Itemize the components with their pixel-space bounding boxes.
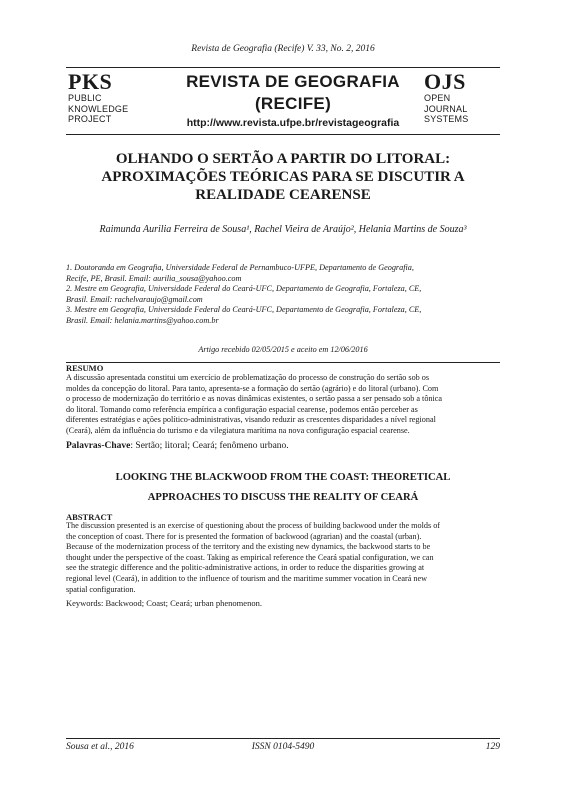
received-date: Artigo recebido 02/05/2015 e aceito em 12/06/2016 — [198, 345, 368, 354]
header-rule-bottom — [66, 134, 500, 135]
pks-line: KNOWLEDGE — [68, 103, 129, 114]
journal-masthead — [160, 71, 426, 129]
affiliation-line: Recife, PE, Brasil. Email: aurilia_sousa@yahoo.com — [66, 273, 242, 283]
resumo-line: o processo de modernização do território e as novas dinâmicas existentes, o sertão passa a ser pensado sob a tônica — [66, 394, 443, 404]
journal-name: REVISTA DE GEOGRAFIA — [186, 72, 400, 91]
journal-name-city: (RECIFE) — [254, 94, 332, 113]
abstract-heading: ABSTRACT — [66, 512, 113, 522]
resumo-line: (Ceará), além da influência do turismo e da vilegiatura marítima na nova configuração espacial cearense. — [66, 425, 410, 435]
affiliation-line: 3. Mestre em Geografia, Universidade Federal do Ceará-UFC, Departamento de Geografia, Fortaleza, CE, — [66, 305, 422, 315]
footer-citation: Sousa et al., 2016 — [66, 742, 134, 752]
ojs-abbreviation: OJS — [424, 69, 466, 94]
abstract-line: Because of the modernization process of the territory and the existing new dynamics, the backwood starts to be — [66, 542, 431, 552]
palavras-chave — [66, 441, 500, 451]
title-line: OLHANDO O SERTÃO A PARTIR DO LITORAL: — [115, 151, 451, 167]
page-number: 129 — [485, 742, 500, 752]
keywords — [66, 598, 500, 608]
resumo-line: moldes da concepção do litoral. Para tanto, apresenta-se a formação do sertão (agrário) e do litoral (urbano). Com — [66, 383, 439, 393]
keywords-values: : Backwood; Coast; Ceará; urban phenomenon. — [100, 598, 262, 608]
section-divider — [66, 362, 500, 363]
resumo-line: do litoral. Tomando como referência empírica a configuração espacial cearense, podemos então perceber as — [66, 404, 418, 414]
english-title-line: LOOKING THE BLACKWOOD FROM THE COAST: THEORETICAL — [115, 472, 451, 483]
abstract-line: regional level (Ceará), in addition to the influence of tourism and the maritime summer vocation in Ceará new — [66, 573, 428, 583]
palavras-chave-label: Palavras-Chave — [66, 441, 131, 451]
pks-line: PROJECT — [68, 114, 112, 124]
affiliation-line: 1. Doutoranda em Geografia, Universidade Federal de Pernambuco-UFPE, Departamento de Geografia, — [66, 263, 414, 272]
pks-logo — [68, 71, 163, 125]
abstract-line: see the strategic difference and the politic-administrative actions, in order to reduce the disparities growing at — [66, 563, 425, 573]
affiliation-line: 2. Mestre em Geografia, Universidade Federal do Ceará-UFC, Departamento de Geografia, Fortaleza, CE, — [66, 284, 422, 294]
palavras-chave-values: : Sertão; litoral; Ceará; fenômeno urbano. — [130, 441, 289, 451]
article-title — [66, 150, 500, 204]
title-line: APROXIMAÇÕES TEÓRICAS PARA SE DISCUTIR A — [101, 169, 465, 185]
title-line: REALIDADE CEARENSE — [195, 187, 371, 203]
ojs-line: JOURNAL — [424, 103, 468, 114]
footer-rule — [66, 738, 500, 739]
header-rule-top — [66, 67, 500, 68]
ojs-line: SYSTEMS — [424, 114, 469, 124]
pks-abbreviation: PKS — [68, 69, 113, 94]
abstract-line: The discussion presented is an exercise of questioning about the process of building backwood under the molds of — [66, 521, 441, 530]
keywords-label: Keywords — [66, 598, 101, 608]
resumo-heading: RESUMO — [66, 363, 104, 373]
author-list: Raimunda Aurilia Ferreira de Sousa¹, Rachel Vieira de Araújo², Helania Martins de Souza³ — [99, 224, 467, 235]
pks-line: PUBLIC — [68, 93, 102, 103]
resumo-line: diferentes estratégias e ações político-administrativas, visando reduzir as crescentes disparidades a nível regional — [66, 415, 436, 425]
affiliation-line: Brasil. Email: helania.martins@yahoo.com.br — [66, 315, 219, 325]
abstract-line: the conception of coast. There for is presented the formation of backwood (agrarian) and the coastal (urban). — [66, 531, 422, 541]
affiliation-line: Brasil. Email: rachelvaraujo@gmail.com — [66, 294, 203, 304]
affiliations — [66, 263, 500, 327]
ojs-line: OPEN — [424, 93, 451, 103]
resumo-text — [66, 373, 500, 437]
abstract-line: spatial configuration. — [66, 584, 136, 594]
resumo-line: A discussão apresentada constitui um exercício de problematização do processo de construção do sertão sob os — [66, 373, 430, 382]
abstract-text — [66, 521, 500, 595]
ojs-logo — [424, 71, 514, 125]
running-header: Revista de Geografia (Recife) V. 33, No. 2, 2016 — [191, 44, 375, 54]
abstract-line: thought under the perspective of the coast. Taking as empirical reference the Ceará spatial configuration, we can — [66, 552, 434, 562]
english-title-line: APPROACHES TO DISCUSS THE REALITY OF CEARÁ — [147, 492, 419, 503]
footer-issn: ISSN 0104-5490 — [251, 742, 315, 752]
journal-url-link[interactable]: http://www.revista.ufpe.br/revistageografia — [186, 117, 400, 129]
